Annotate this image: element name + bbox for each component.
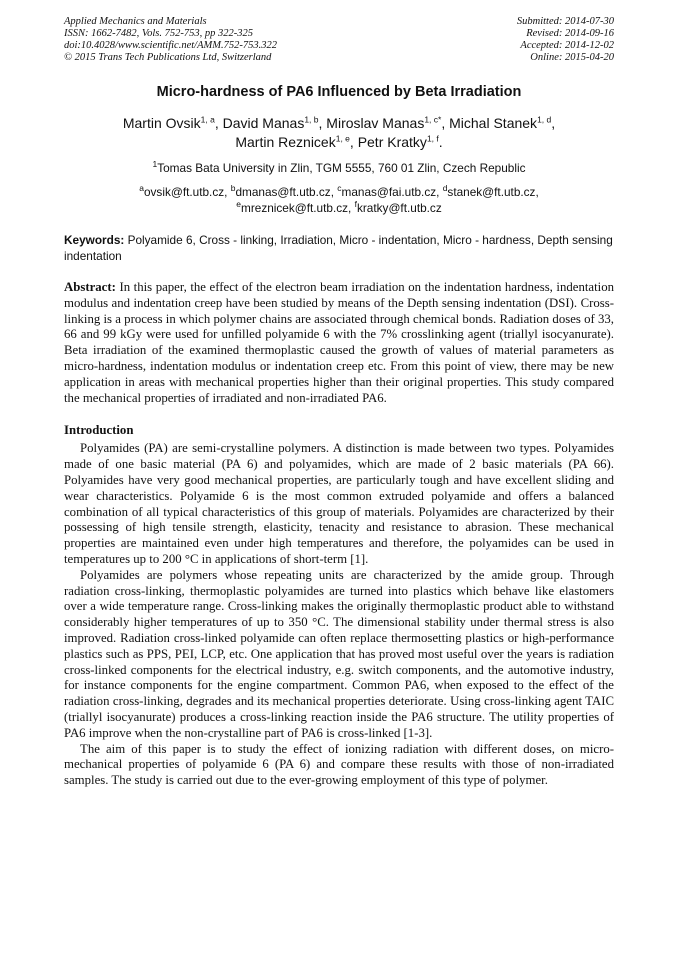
abstract: [64, 280, 614, 406]
email-mark: c: [337, 183, 342, 194]
journal-copyright: © 2015 Trans Tech Publications Ltd, Switzerland: [64, 52, 272, 63]
journal-name: Applied Mechanics and Materials: [64, 16, 207, 27]
email-link[interactable]: stanek@ft.utb.cz: [447, 185, 536, 199]
author-name: David Manas: [222, 115, 305, 131]
email-separator: ,: [330, 185, 338, 199]
email-separator: ,: [535, 185, 539, 199]
author-affil-mark: 1, a: [200, 114, 215, 125]
email-entry: [139, 185, 230, 199]
author-separator: .: [438, 134, 443, 150]
author-list: [64, 114, 614, 152]
keywords-label: Keywords:: [64, 233, 125, 247]
author-separator: ,: [318, 115, 327, 131]
author-affil-mark: 1, e: [335, 133, 350, 144]
affiliation: [64, 161, 614, 175]
author: [449, 115, 555, 131]
section-heading-introduction: Introduction: [64, 423, 134, 438]
author-affil-mark: 1, f: [426, 133, 439, 144]
journal-header: [64, 16, 614, 64]
date-revised: Revised: 2014-09-16: [526, 28, 614, 39]
affiliation-mark: 1: [152, 159, 158, 170]
email-mark: a: [139, 183, 144, 194]
journal-issn: ISSN: 1662-7482, Vols. 752-753, pp 322-325: [64, 28, 253, 39]
abstract-text: In this paper, the effect of the electron beam irradiation on the indentation hardness, indentation modulus and indentation creep have been studied by means of the Depth sensing indentation (DSI). Cross-linking is a process in which polymer chains are associated through chemical bonds. Radiation doses of 33, 66 and 99 kGy were used for unfilled polyamide 6 with the 7% crosslinking agent (triallyl isocyanurate). Beta irradiation of the examined thermoplastic caused the growth of values of material parameters as micro-hardness, indentation modulus or indentation creep etc. From this point of view, there may be new application in areas with mechanical properties higher than their original properties. This study compared the mechanical properties of irradiated and non-irradiated PA6.: [64, 280, 614, 405]
author-name: Michal Stanek: [449, 115, 538, 131]
author-name: Martin Ovsik: [122, 115, 201, 131]
author: [123, 115, 223, 131]
keywords: [64, 232, 614, 264]
email-separator: ,: [224, 185, 231, 199]
keywords-text: Polyamide 6, Cross - linking, Irradiation, Micro - indentation, Micro - hardness, Depth sensing indentation: [64, 233, 613, 263]
author-affil-mark: 1, d: [537, 114, 552, 125]
date-submitted: Submitted: 2014-07-30: [516, 16, 614, 27]
author: [235, 134, 357, 150]
email-entry: [231, 185, 338, 199]
author-separator: ,: [214, 115, 223, 131]
email-mark: b: [230, 183, 236, 194]
email-mark: f: [354, 199, 357, 210]
date-accepted: Accepted: 2014-12-02: [520, 40, 614, 51]
author-separator: ,: [441, 115, 450, 131]
affiliation-text: Tomas Bata University in Zlin, TGM 5555, 760 01 Zlin, Czech Republic: [157, 161, 526, 175]
author-affil-mark: 1, c*: [424, 114, 442, 125]
author-separator: ,: [349, 134, 358, 150]
author-name: Petr Kratky: [357, 134, 427, 150]
author-name: Miroslav Manas: [326, 115, 425, 131]
author-emails: [64, 184, 614, 216]
email-link[interactable]: manas@fai.utb.cz: [341, 185, 437, 199]
abstract-label: Abstract:: [64, 280, 116, 294]
paper-title: Micro-hardness of PA6 Influenced by Beta Irradiation: [156, 84, 522, 100]
journal-info: [64, 16, 277, 64]
email-separator: ,: [348, 201, 355, 215]
author: [326, 115, 449, 131]
email-link[interactable]: dmanas@ft.utb.cz: [235, 185, 331, 199]
submission-dates: [517, 16, 614, 64]
paragraph: Polyamides are polymers whose repeating units are characterized by the amide group. Through radiation cross-linking, thermoplastic polyamides are turned into plastics which behave like elastomers over a wide temperature range. Cross-linking makes the originally thermoplastic product able to withstand considerably higher temperatures of up to 350 °C. The dimensional stability under thermal stress is also improved. Radiation cross-linked polyamide can often replace thermosetting plastics or high-performance plastics such as PPS, PEI, LCP, etc. One application that has proved most useful over the years is radiation cross-linked components for the electrical industry, e.g. switch components, and the automotive industry, for instance components for the engine compartment. Common PA6, when exposed to the effect of the radiation cross-linking, degrades and its mechanical properties deteriorate. Using cross-linking agent TAIC (triallyl isocyanurate) produces a cross-linking reaction inside the PA6 structure. The utility properties of PA6 improve when the non-crystalline part of PA6 is cross-linked [1-3].: [64, 567, 614, 740]
email-link[interactable]: kratky@ft.utb.cz: [356, 201, 442, 215]
date-online: Online: 2015-04-20: [530, 52, 614, 63]
paragraph: Polyamides (PA) are semi-crystalline polymers. A distinction is made between two types. Polyamides made of one basic material (PA 6) and polyamides, which are made of 2 basic materials (PA 66). Polyamides have very good mechanical properties, are particularly tough and have excellent sliding and wear characteristics. Polyamide 6 is the most common extruded polyamide and offers a balanced combination of all typical characteristics of this group of materials. Polyamides are characterized by their possessing of high tensile strength, elasticity, tenacity and resistance to abrasion. These mechanical properties are maintained even under high temperatures and therefore, the polyamides can be used in temperatures up to 200 °C in applications of short-term [1].: [64, 441, 614, 566]
author: [358, 134, 443, 150]
email-link[interactable]: ovsik@ft.utb.cz: [143, 185, 225, 199]
email-entry: [355, 201, 442, 215]
email-entry: [337, 185, 442, 199]
email-separator: ,: [436, 185, 443, 199]
email-entry: [443, 185, 539, 199]
author: [223, 115, 327, 131]
paragraph: The aim of this paper is to study the effect of ionizing radiation with different doses, on micro-mechanical properties of polyamide 6 (PA 6) and compare these results with those of non-irradiated samples. The study is carried out due to the ever-growing employment of this type of polymer.: [64, 741, 614, 788]
email-link[interactable]: mreznicek@ft.utb.cz: [241, 201, 349, 215]
author-separator: ,: [551, 115, 556, 131]
author-affil-mark: 1, b: [304, 114, 319, 125]
email-mark: d: [442, 183, 448, 194]
email-entry: [236, 201, 354, 215]
author-name: Martin Reznicek: [235, 134, 336, 150]
journal-doi: doi:10.4028/www.scientific.net/AMM.752-753.322: [64, 40, 277, 51]
email-mark: e: [236, 199, 241, 210]
